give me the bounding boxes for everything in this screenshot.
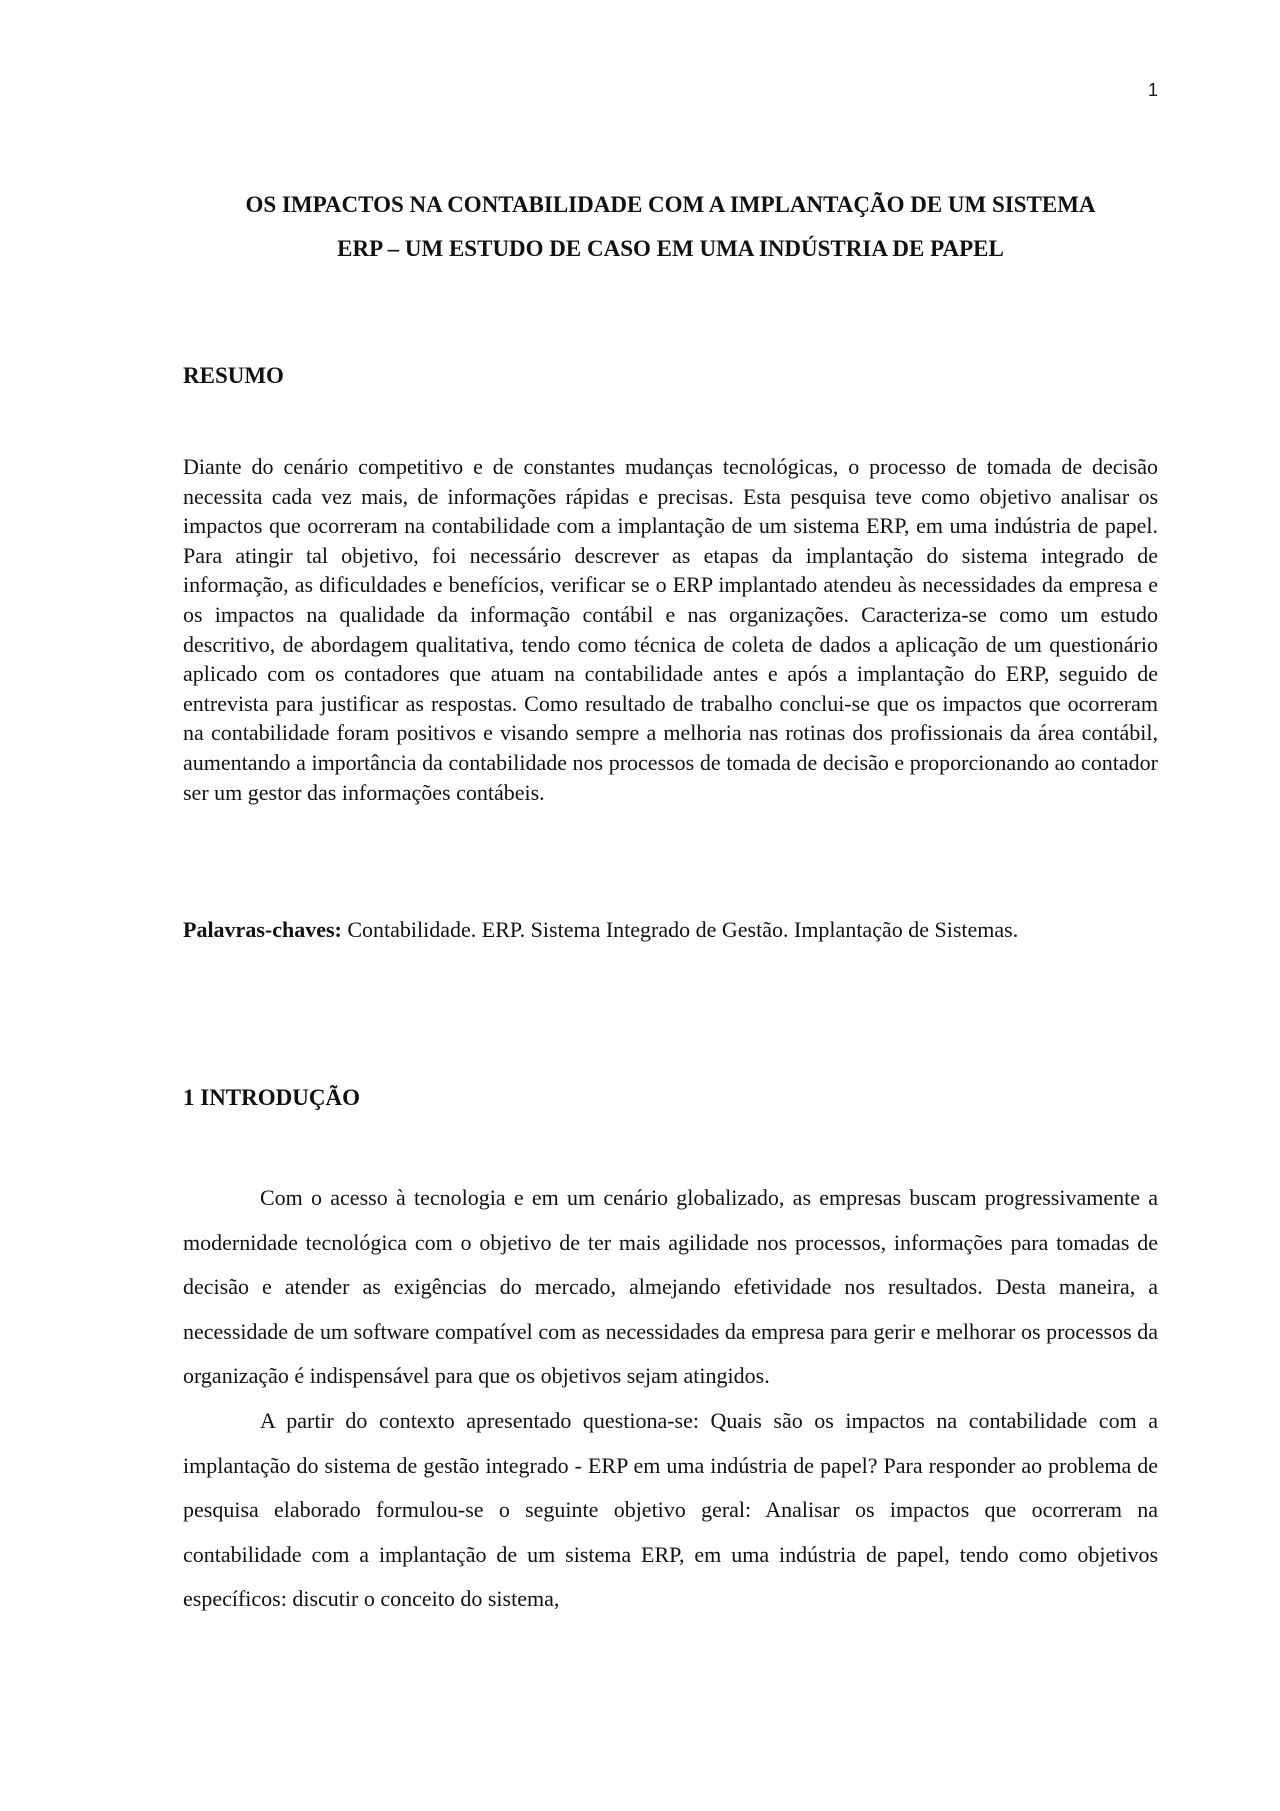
abstract-heading: RESUMO [183, 363, 284, 388]
paper-title [183, 183, 1158, 271]
introduction-body [183, 1176, 1158, 1622]
paper-title-line-2: ERP – UM ESTUDO DE CASO EM UMA INDÚSTRIA DE PAPEL [337, 236, 1004, 261]
introduction-paragraph-1: Com o acesso à tecnologia e em um cenário globalizado, as empresas buscam progressivamente a modernidade tecnológica com o objetivo de ter mais agilidade nos processos, informações para tomadas de decisão e atender as exigências do mercado, almejando efetividade nos resultados. Desta maneira, a necessidade de um software compatível com as necessidades da empresa para gerir e melhorar os processos da organização é indispensável para que os objetivos sejam atingidos. [183, 1185, 1158, 1389]
abstract-text: Diante do cenário competitivo e de constantes mudanças tecnológicas, o processo de tomada de decisão necessita cada vez mais, de informações rápidas e precisas. Esta pesquisa teve como objetivo analisar os impactos que ocorreram na contabilidade com a implantação de um sistema ERP, em uma indústria de papel. Para atingir tal objetivo, foi necessário descrever as etapas da implantação do sistema integrado de informação, as dificuldades e benefícios, verificar se o ERP implantado atendeu às necessidades da empresa e os impactos na qualidade da informação contábil e nas organizações. Caracteriza-se como um estudo descritivo, de abordagem qualitativa, tendo como técnica de coleta de dados a aplicação de um questionário aplicado com os contadores que atuam na contabilidade antes e após a implantação do ERP, seguido de entrevista para justificar as respostas. Como resultado de trabalho conclui-se que os impactos que ocorreram na contabilidade foram positivos e visando sempre a melhoria nas rotinas dos profissionais da área contábil, aumentando a importância da contabilidade nos processos de tomada de decisão e proporcionando ao contador ser um gestor das informações contábeis. [183, 454, 1158, 805]
introduction-heading: 1 INTRODUÇÃO [183, 1085, 360, 1110]
keywords [183, 908, 1158, 952]
keywords-label: Palavras-chaves: [183, 917, 342, 942]
introduction-paragraph-2: A partir do contexto apresentado questiona-se: Quais são os impactos na contabilidade com a implantação do sistema de gestão integrado - ERP em uma indústria de papel? Para responder ao problema de pesquisa elaborado formulou-se o seguinte objetivo geral: Analisar os impactos que ocorreram na contabilidade com a implantação de um sistema ERP, em uma indústria de papel, tendo como objetivos específicos: discutir o conceito do sistema, [183, 1407, 1158, 1612]
paper-title-line-1: OS IMPACTOS NA CONTABILIDADE COM A IMPLANTAÇÃO DE UM SISTEMA [245, 192, 1096, 217]
page-number: 1 [1148, 80, 1159, 100]
keywords-text: Contabilidade. ERP. Sistema Integrado de Gestão. Implantação de Sistemas. [347, 917, 1019, 942]
